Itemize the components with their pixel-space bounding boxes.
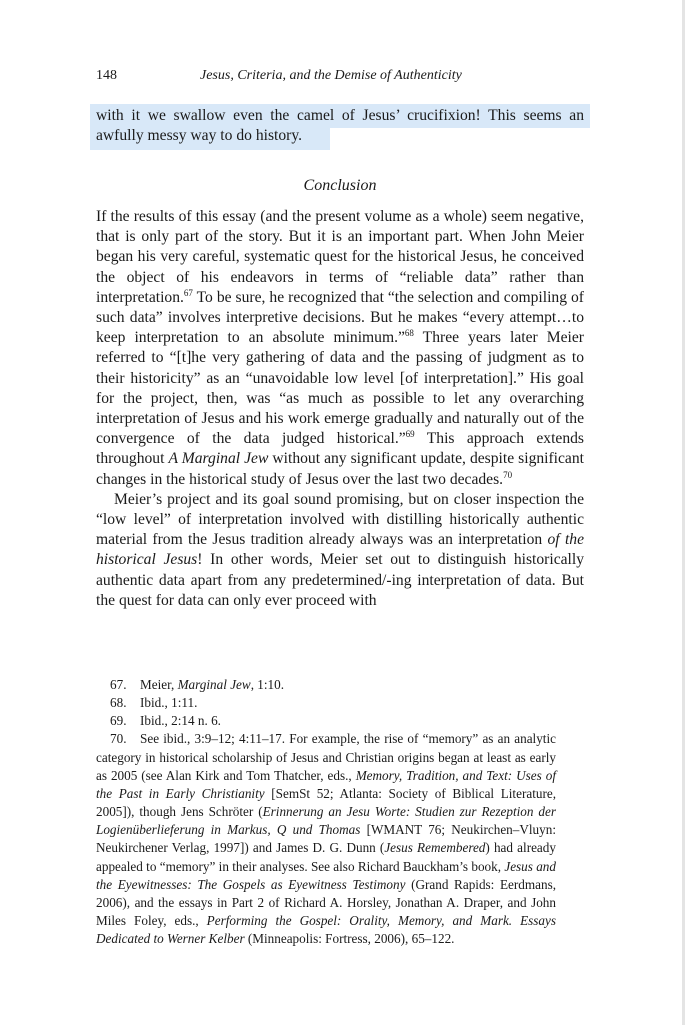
cited-title: Erinnerung an Jesu Worte: Studien zur Rezeption der Logienüberlieferung in Markus, Q und Thomas bbox=[96, 804, 556, 838]
footnote-69 bbox=[96, 712, 556, 730]
text-run: , 1:10. bbox=[250, 677, 285, 692]
text-run: without any significant update, despite significant changes in the historical study of Jesus over the last two decades. bbox=[96, 450, 584, 488]
emphasis: of the historical Jesus bbox=[96, 531, 584, 569]
book-title: A Marginal Jew bbox=[168, 450, 269, 468]
cited-title: Memory, Tradition, and Text: Uses of the Past in Early Christianity bbox=[96, 767, 556, 801]
text-run: [SemSt 52; Atlanta: Society of Biblical Literature, 2005]), though Jens Schröter ( bbox=[96, 785, 556, 820]
text-run: ! In other words, Meier set out to distinguish historically authentic data apart from any predetermined/-ing interpretation of data. But the quest for data can only ever proceed with bbox=[96, 551, 584, 609]
text-run: Meier’s project and its goal sound promising, but on closer inspection the “low level” of interpretation involved with distilling historically authentic material from the Jesus tradition already always was an interpretation bbox=[96, 490, 584, 549]
text-run: If the results of this essay (and the present volume as a whole) seem negative, that is only part of the story. But it is an important part. When John Meier began his very careful, systematic quest for the historical Jesus, he conceived the object of his endeavors in terms of “reliable data” rather than interpretation. bbox=[96, 208, 584, 306]
text-run: (Minneapolis: Fortress, 2006), 65–122. bbox=[244, 931, 455, 947]
text-run: Three years later Meier referred to “[t]he very gathering of data and the passing of judgment as to their historicity” as an “unavoidable low level [of interpretation].” His goal for the project, then, was “as much as possible to let any overarching interpretation of Jesus and his work emerge gradually and naturally out of the convergence of the data judged historical.” bbox=[96, 329, 584, 448]
text-run: (Grand Rapids: Eerdmans, 2006), and the essays in Part 2 of Richard A. Horsley, Jonathan A. Draper, and John Miles Foley, eds., bbox=[96, 876, 557, 929]
text-run: Ibid., 1:11. bbox=[140, 695, 198, 711]
footnote-67 bbox=[96, 676, 556, 694]
footnote-reference[interactable]: 69 bbox=[405, 429, 415, 440]
text-run: Ibid., 2:14 n. 6. bbox=[140, 713, 221, 729]
footnote-70 bbox=[96, 730, 556, 948]
body-text[interactable] bbox=[96, 207, 584, 611]
cited-title: Marginal Jew bbox=[177, 677, 251, 692]
selected-text-line[interactable]: with it we swallow even the camel of Jesus’ crucifixion! This seems an bbox=[96, 107, 584, 124]
paragraph[interactable] bbox=[96, 490, 584, 611]
footnote-reference[interactable]: 67 bbox=[183, 287, 193, 298]
text-run: To be sure, he recognized that “the selection and compiling of such data” involves interpretive decisions. But he makes “every attempt…to keep interpretation to an absolute minimum.” bbox=[96, 288, 584, 347]
cited-title: Jesus and the Eyewitnesses: The Gospels as Eyewitness Testimony bbox=[96, 858, 556, 892]
text-run: ) had already appealed to “memory” in their analyses. See also Richard Bauckham’s book, bbox=[96, 840, 556, 874]
cited-title: Jesus Remembered bbox=[384, 840, 486, 856]
paragraph[interactable] bbox=[96, 207, 584, 490]
footnote-reference[interactable]: 68 bbox=[404, 328, 414, 339]
continued-paragraph[interactable] bbox=[96, 106, 584, 146]
footnote-reference[interactable]: 70 bbox=[503, 469, 513, 480]
footnote-number: 67. bbox=[110, 677, 127, 692]
footnote-number: 70. bbox=[110, 731, 127, 747]
footnote-68 bbox=[96, 694, 556, 712]
page-number: 148 bbox=[96, 68, 117, 83]
text-run: [WMANT 76; Neukirchen–Vluyn: Neukirchener Verlag, 1997]) and James D. G. Dunn ( bbox=[96, 822, 556, 856]
section-heading: Conclusion bbox=[303, 177, 377, 194]
cited-title: Performing the Gospel: Orality, Memory, and Mark. Essays Dedicated to Werner Kelber bbox=[96, 913, 556, 947]
running-header bbox=[96, 68, 586, 88]
text-run: See ibid., 3:9–12; 4:11–17. For example, the rise of “memory” as an analytic category in historical scholarship of Jesus and Christian origins began at least as early as 2005 (see Alan Kirk and Tom Thatcher, eds., bbox=[96, 731, 556, 783]
footnote-number: 68. bbox=[110, 695, 127, 711]
text-run: Meier, bbox=[140, 677, 178, 692]
running-title: Jesus, Criteria, and the Demise of Authenticity bbox=[200, 68, 462, 83]
footnotes bbox=[96, 676, 556, 948]
selected-text-line[interactable]: awfully messy way to do history. bbox=[96, 127, 303, 145]
text-run: This approach extends throughout bbox=[96, 430, 585, 468]
footnote-number: 69. bbox=[110, 713, 127, 729]
